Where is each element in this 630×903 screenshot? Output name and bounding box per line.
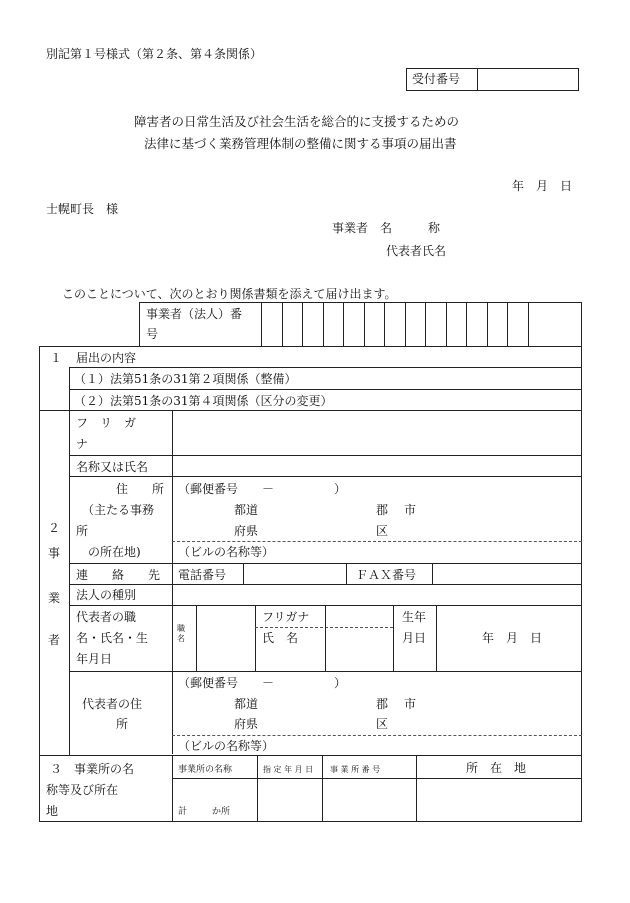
section3-label-1: ３ 事業所の名 [50, 762, 135, 776]
rep-fuken-label: 府県 [234, 717, 259, 731]
rep-ku-label: 区 [376, 717, 389, 731]
postal-code: （郵便番号 － ） [178, 482, 347, 496]
title-line-1: 障害者の日常生活及び社会生活を総合的に支援するための [134, 114, 460, 129]
col-office-name: 事業所の名称 [178, 765, 233, 775]
furigana-label-2: ナ [76, 437, 89, 451]
corp-number-cell-divider [487, 302, 488, 347]
birth-label-1: 生年 [402, 610, 427, 624]
address-label-4: の所在地) [88, 545, 141, 559]
total-unit-label: か所 [212, 807, 231, 817]
rep-gun-label: 郡 [376, 697, 389, 711]
corp-number-cell-divider [323, 302, 324, 347]
statement: このことについて、次のとおり関係書類を添えて届け出ます。 [62, 287, 397, 301]
contact-label: 連 絡 先 [76, 568, 161, 582]
submission-date: 年 月 日 [512, 179, 573, 193]
rep-todo-label: 都道 [234, 697, 259, 711]
birth-label-2: 月日 [402, 631, 427, 645]
rep-building-label: （ビルの名称等） [178, 739, 275, 753]
section2-char-1: 事 [48, 546, 61, 560]
gun-label: 郡 [376, 503, 389, 517]
section2-char-2: 業 [48, 591, 61, 605]
total-label: 計 [178, 807, 188, 817]
rep-postal-code: （郵便番号 － ） [178, 676, 347, 690]
fuken-label: 府県 [234, 524, 259, 538]
rep-address-label-1: 代表者の住 [82, 697, 143, 711]
shoku-char-2: 名 [177, 634, 185, 643]
rep-name-label: 氏 名 [262, 631, 299, 645]
title-line-2: 法律に基づく業務管理体制の整備に関する事項の届出書 [144, 136, 457, 151]
section1-number: １ [50, 351, 63, 365]
todo-label: 都道 [234, 503, 259, 517]
furigana-label-1: フ リ ガ [76, 416, 137, 430]
rep-address-label-2: 所 [116, 717, 129, 731]
section1-title: 届出の内容 [76, 351, 137, 365]
section3-label-2: 称等及び所在 [46, 783, 119, 797]
fax-label: ＦＡＸ番号 [356, 568, 417, 582]
ku-label: 区 [376, 524, 389, 538]
rep-label-1: 代表者の職 [76, 610, 137, 624]
rep-label-2: 名・氏名・生 [76, 631, 149, 645]
col-location: 所 在 地 [466, 761, 527, 775]
rep-label-3: 年月日 [76, 652, 113, 666]
representative-name-label: 代表者氏名 [386, 244, 447, 258]
corp-number-cell-divider [405, 302, 406, 347]
receipt-number-label: 受付番号 [412, 72, 461, 86]
corp-number-cell-divider [364, 302, 365, 347]
corp-number-cell-divider [507, 302, 508, 347]
building-label: （ビルの名称等） [178, 545, 275, 559]
section1-item-1: （１）法第51条の31第２項関係（整備） [74, 372, 297, 386]
corp-number-cell-divider [384, 302, 385, 347]
col-office-number: 事 業 所 番 号 [330, 765, 381, 774]
corp-number-cell-divider [302, 302, 303, 347]
addressee: 士幌町長 様 [46, 202, 119, 216]
address-label-1: 住 所 [116, 482, 165, 496]
corp-number-cell-divider [261, 302, 262, 347]
corp-type-label: 法人の種別 [76, 588, 137, 602]
form-number: 別記第１号様式（第２条、第４条関係） [46, 47, 263, 61]
corp-number-label-2: 号 [146, 327, 159, 341]
corp-number-label-1: 事業者（法人）番 [146, 307, 243, 321]
phone-label: 電話番号 [178, 568, 227, 582]
col-designation-date: 指 定 年 月 日 [263, 765, 314, 774]
corp-number-cell-divider [343, 302, 344, 347]
corp-number-cell-divider [425, 302, 426, 347]
section2-char-3: 者 [48, 633, 61, 647]
name-label: 名称又は氏名 [76, 460, 149, 474]
birth-date: 年 月 日 [482, 631, 543, 645]
rep-furigana-label: フリガナ [262, 610, 310, 624]
shi-label: 市 [404, 503, 417, 517]
section1-item-2: （２）法第51条の31第４項関係（区分の変更） [74, 394, 333, 408]
corp-number-cell-divider [282, 302, 283, 347]
corp-number-cell-divider [466, 302, 467, 347]
applicant-name-label: 事業者 名 称 [332, 221, 441, 235]
shoku-char-1: 職 [177, 624, 185, 633]
rep-shi-label: 市 [404, 697, 417, 711]
address-label-3: 所 [76, 524, 89, 538]
corp-number-cell-divider [446, 302, 447, 347]
section2-number: ２ [48, 521, 61, 535]
address-label-2: （主たる事務 [82, 503, 155, 517]
section3-label-3: 地 [46, 804, 59, 818]
corp-number-cell-divider [528, 302, 529, 347]
